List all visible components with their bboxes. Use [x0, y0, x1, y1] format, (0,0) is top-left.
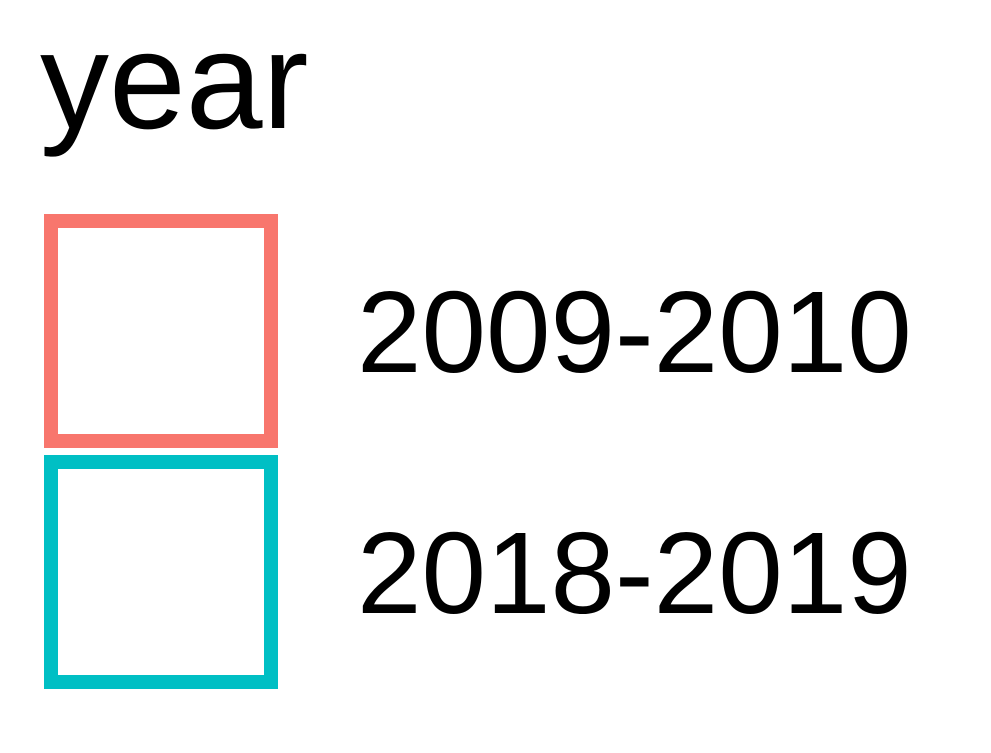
- legend-label: 2018-2019: [357, 508, 912, 638]
- legend-key-swatch: [44, 455, 278, 689]
- legend-entry: [44, 455, 964, 689]
- legend-entry: [44, 214, 964, 448]
- legend-label: 2009-2010: [357, 267, 912, 397]
- legend-key-swatch: [44, 214, 278, 448]
- legend-title: year: [40, 4, 309, 158]
